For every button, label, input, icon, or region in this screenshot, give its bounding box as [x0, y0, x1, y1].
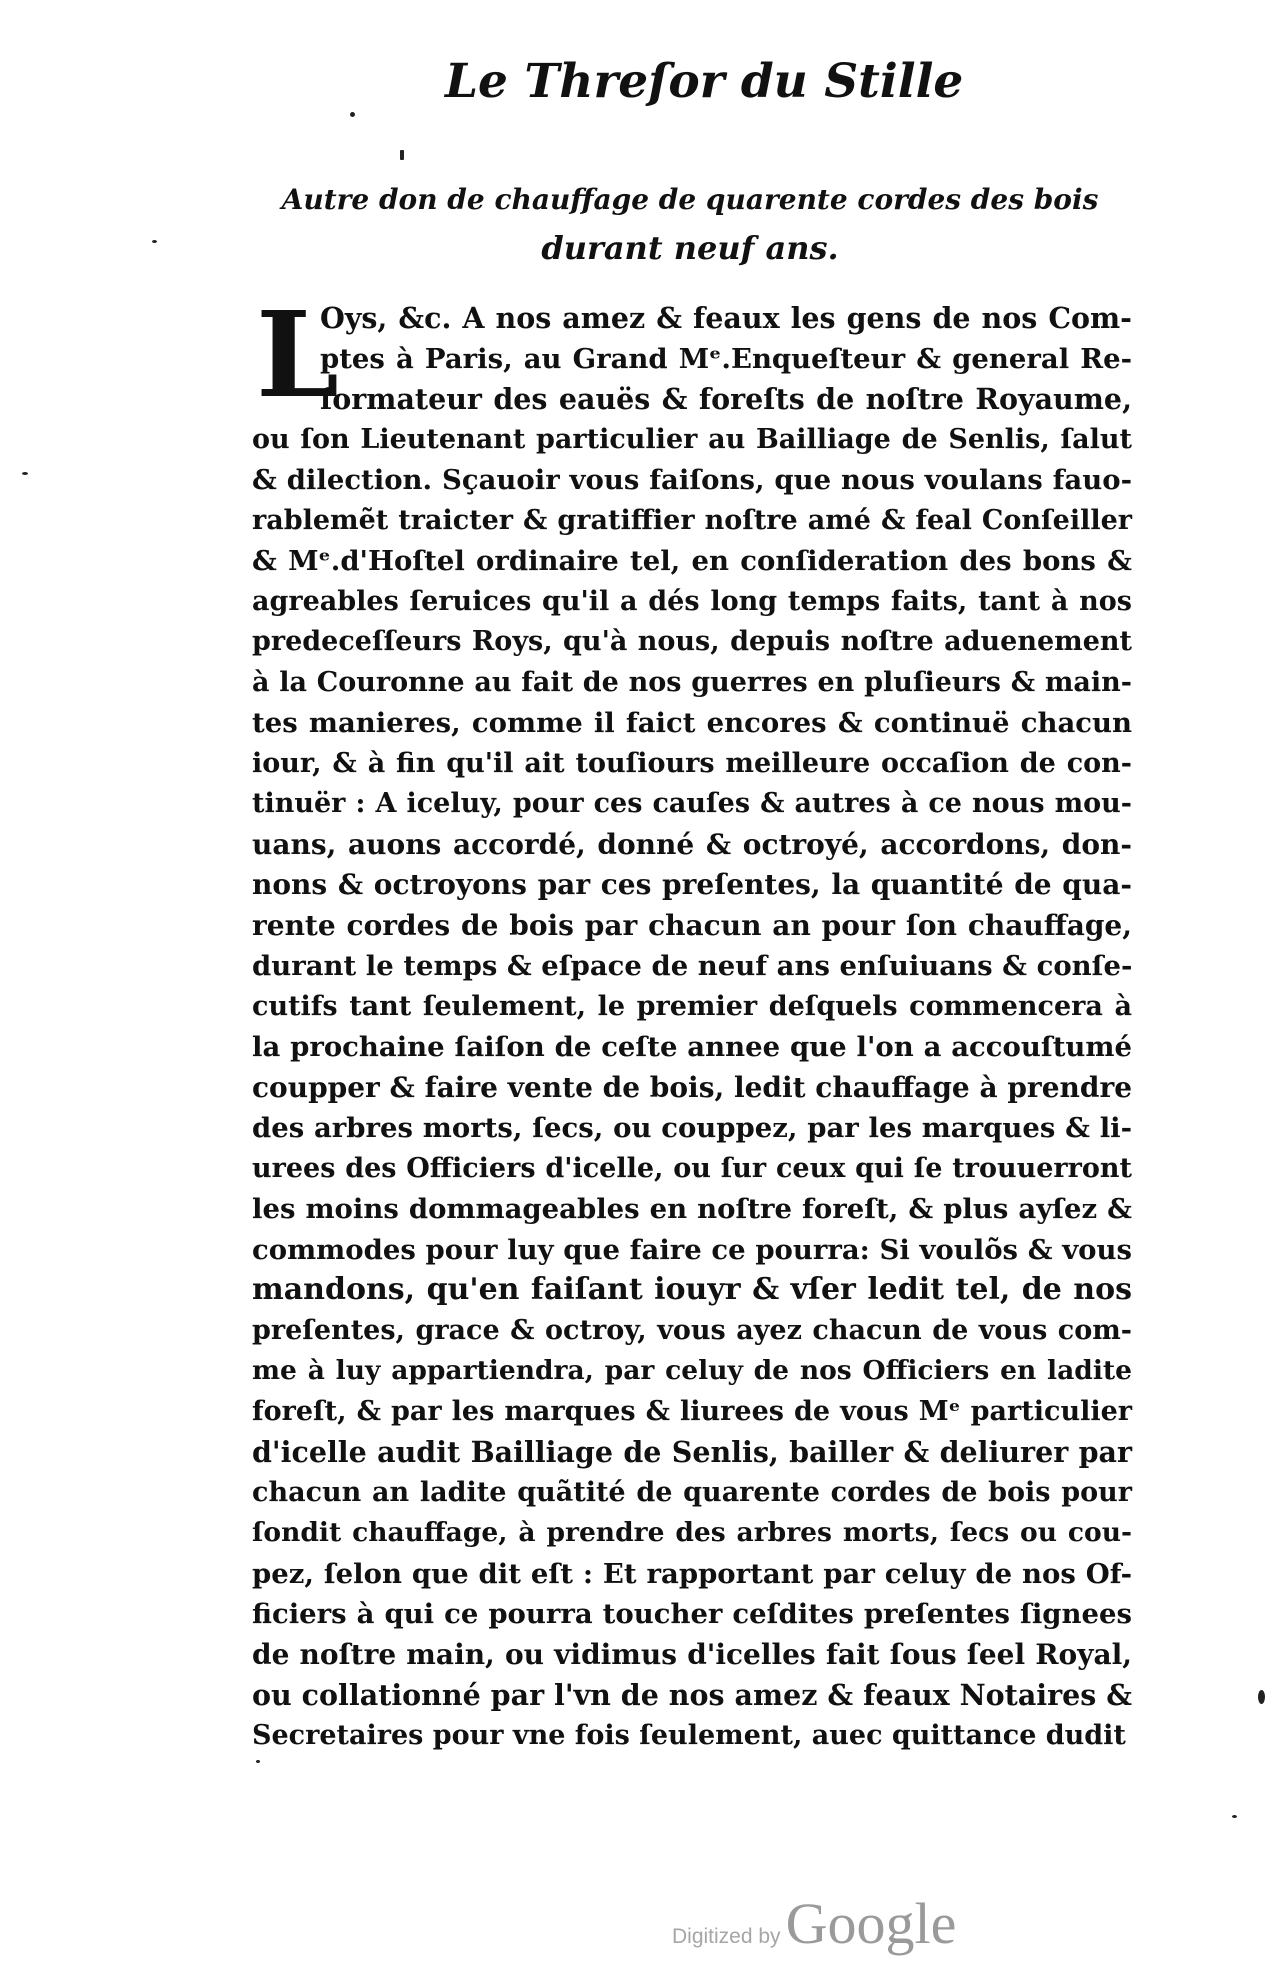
text-line: commodes pour luy que faire ce pourra: Si voulõs & vous	[252, 1233, 1132, 1266]
text-line: des arbres morts, ſecs, ou couppez, par les marques & li-	[252, 1112, 1132, 1144]
ink-speck	[22, 472, 28, 475]
running-head: Le Threſor du Stille	[445, 54, 964, 109]
text-line: me à luy appartiendra, par celuy de nos Officiers en ladite	[252, 1355, 1132, 1386]
section-heading-line-2: durant neuf ans.	[541, 229, 839, 267]
text-line: rablemẽt traicter & gratiffier noſtre amé & feal Conſeiller	[252, 504, 1132, 536]
text-line: les moins dommageables en noſtre foreſt, & plus ayſez &	[252, 1193, 1132, 1225]
text-line: durant le temps & eſpace de neuf ans enſuiuans & conſe-	[252, 950, 1133, 982]
text-line: la prochaine ſaiſon de ceſte annee que l'on a accouſtumé	[252, 1031, 1132, 1063]
text-line: nons & octroyons par ces preſentes, la quantité de qua-	[252, 868, 1132, 901]
section-heading	[280, 176, 1100, 272]
text-line: d'icelle audit Bailliage de Senlis, bailler & deliurer par	[252, 1435, 1132, 1469]
text-line: tes manieres, comme il faict encores & continuë chacun	[252, 707, 1132, 739]
text-line: Secretaires pour vne fois ſeulement, auec quittance dudit	[252, 1719, 1126, 1751]
text-line: iour, & à fin qu'il ait touſiours meilleure occaſion de con-	[252, 747, 1132, 779]
section-heading-line-1: Autre don de chauffage de quarente cordes des bois	[281, 183, 1099, 216]
text-line: ou collationné par l'vn de nos amez & feaux Notaires &	[252, 1678, 1132, 1712]
google-watermark	[672, 1890, 956, 1957]
text-line: preſentes, grace & octroy, vous ayez chacun de vous com-	[252, 1314, 1132, 1346]
drop-cap: L	[256, 285, 339, 424]
text-line: & dilection. Sçauoir vous faiſons, que nous voulans fauo-	[252, 464, 1132, 496]
watermark-digitized-by: Digitized by	[672, 1925, 781, 1948]
ink-speck	[400, 150, 404, 160]
text-line: ſondit chauffage, à prendre des arbres morts, ſecs ou cou-	[252, 1517, 1132, 1548]
text-line: rente cordes de bois par chacun an pour ſon chauffage,	[252, 908, 1132, 942]
text-line: Oys, &c. A nos amez & feaux les gens de nos Com-	[320, 301, 1132, 335]
text-line: ou ſon Lieutenant particulier au Bailliage de Senlis, ſalut	[252, 423, 1132, 455]
text-line: formateur des eauës & foreſts de noſtre Royaume,	[320, 382, 1132, 416]
text-line: & Mᵉ.d'Hoſtel ordinaire tel, en conſideration des bons &	[252, 545, 1132, 577]
text-line: mandons, qu'en faiſant iouyr & vſer ledit tel, de nos	[252, 1272, 1132, 1307]
body-text	[252, 285, 1133, 1756]
text-line: cutifs tant ſeulement, le premier deſquels commencera à	[252, 990, 1132, 1022]
text-line: de noſtre main, ou vidimus d'icelles fait ſous ſeel Royal,	[252, 1637, 1132, 1671]
text-line: foreſt, & par les marques & liurees de vous Mᵉ particulier	[252, 1395, 1132, 1427]
ink-speck	[1232, 1815, 1237, 1818]
text-line: à la Couronne au fait de nos guerres en pluſieurs & main-	[252, 666, 1132, 698]
text-line: agreables ſeruices qu'il a dés long temps faits, tant à nos	[252, 585, 1132, 617]
ink-speck	[152, 240, 157, 243]
text-line: ptes à Paris, au Grand Mᵉ.Enqueſteur & general Re-	[320, 342, 1132, 375]
text-line: ficiers à qui ce pourra toucher ceſdites preſentes ſignees	[252, 1598, 1132, 1630]
ink-speck	[1258, 1690, 1265, 1704]
watermark-google-logo: Google	[785, 1891, 957, 1956]
text-line: uans, auons accordé, donné & octroyé, accordons, don-	[252, 827, 1132, 861]
text-line: pez, ſelon que dit eſt : Et rapportant par celuy de nos Of-	[252, 1557, 1132, 1590]
text-line: predeceſſeurs Roys, qu'à nous, depuis noſtre aduenement	[252, 626, 1132, 657]
text-line: coupper & faire vente de bois, ledit chauffage à prendre	[252, 1070, 1133, 1104]
text-line: chacun an ladite quãtité de quarente cordes de bois pour	[252, 1476, 1132, 1508]
text-line: urees des Officiers d'icelle, ou ſur ceux qui ſe trouuerront	[252, 1152, 1132, 1184]
ink-speck	[350, 112, 355, 117]
ink-speck	[256, 1760, 260, 1763]
text-line: tinuër : A iceluy, pour ces cauſes & autres à ce nous mou-	[252, 788, 1132, 819]
